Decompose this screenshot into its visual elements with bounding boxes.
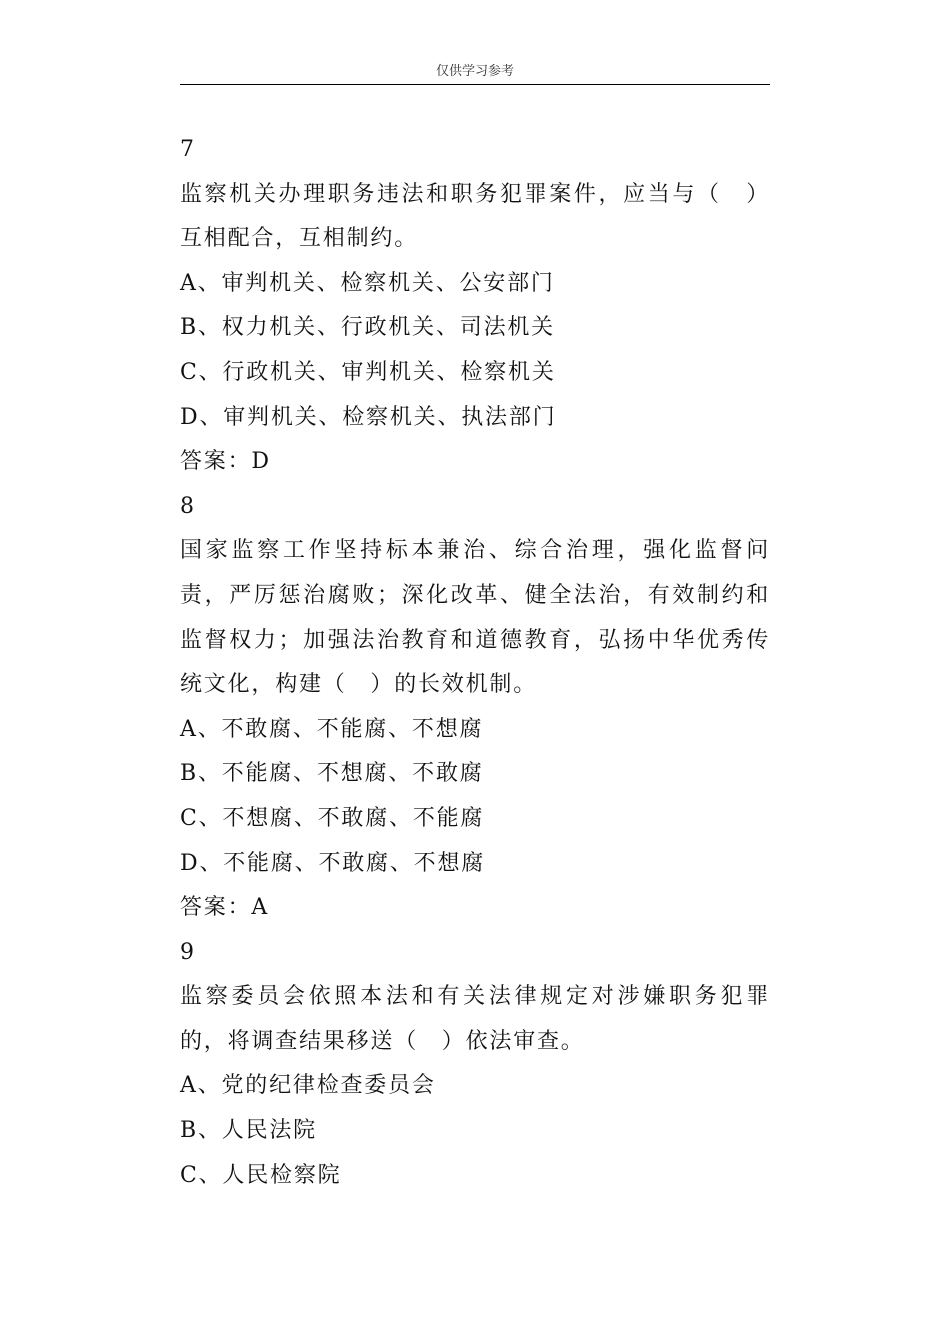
header-text: 仅供学习参考 [435, 64, 514, 79]
question-number: 8 [180, 493, 196, 519]
option-b: B、人民法院 [180, 1118, 317, 1144]
question-7 [180, 128, 770, 485]
option-a: A、不敢腐、不能腐、不想腐 [180, 716, 484, 742]
question-text: 监察委员会依照本法和有关法律规定对涉嫌职务犯罪的，将调查结果移送（ ）依法审查。 [180, 984, 770, 1054]
question-text: 国家监察工作坚持标本兼治、综合治理，强化监督问责，严厉惩治腐败；深化改革、健全法治，有效制约和监督权力；加强法治教育和道德教育，弘扬中华优秀传统文化，构建（ ）的长效机制。 [180, 538, 770, 698]
question-number: 7 [180, 137, 196, 162]
answer: 答案：A [180, 895, 270, 921]
option-a: A、审判机关、检察机关、公安部门 [180, 270, 555, 296]
option-c: C、人民检察院 [180, 1162, 342, 1188]
question-text: 监察机关办理职务违法和职务犯罪案件，应当与（ ）互相配合，互相制约。 [180, 181, 770, 252]
document-body [180, 128, 770, 1198]
option-c: C、不想腐、不敢腐、不能腐 [180, 805, 485, 831]
option-d: D、不能腐、不敢腐、不想腐 [180, 850, 486, 876]
question-number: 9 [180, 939, 196, 965]
page-header [180, 62, 770, 85]
question-9 [180, 931, 770, 1199]
option-d: D、审判机关、检察机关、执法部门 [180, 404, 557, 430]
answer: 答案：D [180, 449, 271, 475]
option-a: A、党的纪律检查委员会 [180, 1073, 436, 1099]
question-8 [180, 485, 770, 931]
option-c: C、行政机关、审判机关、检察机关 [180, 359, 556, 385]
option-b: B、不能腐、不想腐、不敢腐 [180, 761, 484, 787]
option-b: B、权力机关、行政机关、司法机关 [180, 315, 555, 341]
